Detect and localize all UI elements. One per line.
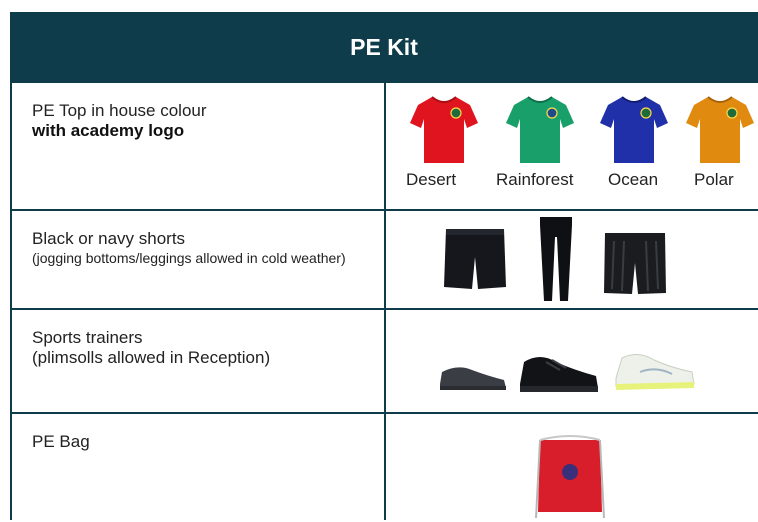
house-name-ocean: Ocean [608, 170, 659, 189]
table-row [10, 211, 758, 310]
table-row [10, 310, 758, 414]
plimsolls-note: (plimsolls allowed in Reception) [32, 348, 271, 367]
pe-top-label: PE Top in house colour [32, 101, 207, 120]
pe-bag-label: PE Bag [32, 432, 90, 451]
row-image-cell [386, 211, 758, 308]
pe-kit-table [10, 12, 758, 520]
pe-bag-icon [530, 432, 610, 522]
pe-top-logo-label: with academy logo [32, 121, 185, 140]
navy-shorts-icon [602, 231, 668, 297]
table-row [10, 83, 758, 211]
rainforest-shirt-icon [506, 93, 574, 165]
polar-shirt-icon [686, 93, 754, 165]
desert-shirt-icon [410, 93, 478, 165]
house-name-rainforest: Rainforest [496, 170, 574, 189]
row-label-cell [10, 83, 386, 209]
plimsoll-icon [438, 362, 508, 392]
white-trainer-icon [612, 348, 696, 392]
house-name-polar: Polar [694, 170, 734, 189]
table-header: PE Kit [10, 12, 758, 83]
shorts-note: (jogging bottoms/leggings allowed in cold weather) [32, 250, 346, 266]
row-label-cell [10, 414, 386, 520]
black-trainer-icon [516, 350, 600, 394]
house-name-desert: Desert [406, 170, 457, 189]
row-image-cell [386, 83, 758, 209]
table-row [10, 414, 758, 520]
row-image-cell [386, 310, 758, 412]
leggings-icon [536, 215, 576, 303]
row-label-cell [10, 310, 386, 412]
shorts-label: Black or navy shorts [32, 229, 186, 248]
row-label-cell [10, 211, 386, 308]
ocean-shirt-icon [600, 93, 668, 165]
black-shorts-icon [442, 227, 508, 293]
row-image-cell [386, 414, 758, 520]
trainers-label: Sports trainers [32, 328, 143, 347]
